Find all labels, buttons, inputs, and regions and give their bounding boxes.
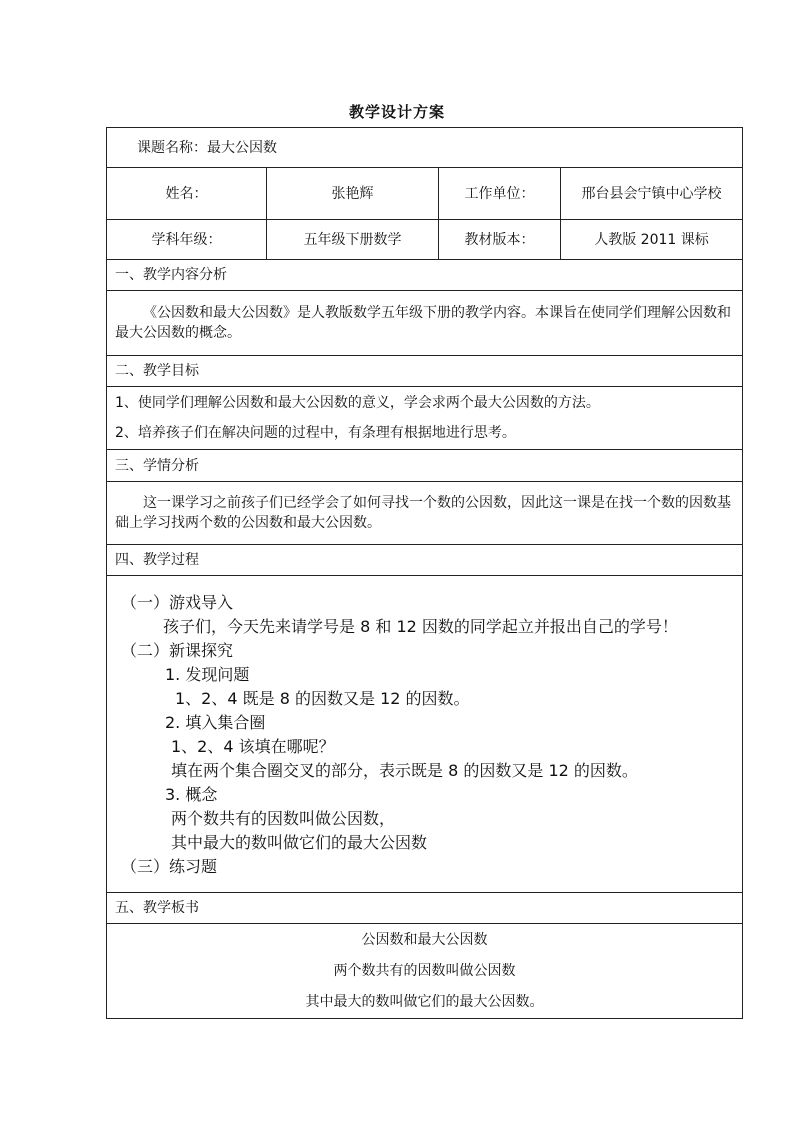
step1-text: 1、2、4 既是 8 的因数又是 12 的因数。 [175, 689, 470, 708]
process-heading: 四、教学过程 [107, 545, 743, 576]
step2-answer: 填在两个集合圈交叉的部分，表示既是 8 的因数又是 12 的因数。 [171, 761, 638, 780]
learners-heading: 三、学情分析 [107, 450, 743, 482]
step3-line1: 两个数共有的因数叫做公因数， [171, 809, 396, 828]
part1-heading: （一）游戏导入 [121, 593, 234, 612]
part2-heading: （二）新课探究 [121, 641, 234, 660]
content-text: 《公因数和最大公因数》是人教版数学五年级下册的教学内容。本课旨在使同学们理解公因数和最大公因数的概念。 [107, 291, 743, 356]
board-line: 两个数共有的因数叫做公因数 [333, 962, 516, 979]
step2-heading: 2. 填入集合圈 [165, 713, 266, 732]
goal-item: 2、培养孩子们在解决问题的过程中，有条理有根据地进行思考。 [115, 425, 516, 441]
process-cell [107, 576, 743, 893]
learners-text: 这一课学习之前孩子们已经学会了如何寻找一个数的公因数，因此这一课是在找一个数的因数基础上学习找两个数的公因数和最大公因数。 [107, 482, 743, 545]
part3-heading: （三）练习题 [121, 857, 218, 876]
course-cell [107, 128, 743, 168]
course-label: 课题名称： [137, 139, 207, 156]
lesson-plan-table [106, 127, 743, 1019]
edition-value: 人教版 2011 课标 [561, 220, 743, 260]
grade-row [107, 220, 743, 260]
step2-question: 1、2、4 该填在哪呢？ [171, 737, 335, 756]
name-value: 张艳辉 [267, 168, 439, 220]
course-name: 最大公因数 [207, 139, 277, 156]
step3-heading: 3. 概念 [165, 785, 218, 804]
goal-item: 1、使同学们理解公因数和最大公因数的意义，学会求两个最大公因数的方法。 [115, 395, 600, 411]
goals-cell [107, 387, 743, 450]
goals-heading: 二、教学目标 [107, 356, 743, 387]
grade-label: 学科年级： [107, 220, 267, 260]
part1-text: 孩子们，今天先来请学号是 8 和 12 因数的同学起立并报出自己的学号！ [163, 617, 678, 636]
board-line: 其中最大的数叫做它们的最大公因数。 [305, 993, 544, 1010]
teacher-row [107, 168, 743, 220]
unit-label: 工作单位： [439, 168, 561, 220]
board-line: 公因数和最大公因数 [361, 931, 488, 948]
grade-value: 五年级下册数学 [267, 220, 439, 260]
edition-label: 教材版本： [439, 220, 561, 260]
content-heading: 一、教学内容分析 [107, 260, 743, 291]
unit-value: 邢台县会宁镇中心学校 [561, 168, 743, 220]
course-row [107, 128, 743, 168]
board-cell [107, 924, 743, 1019]
name-label: 姓名： [107, 168, 267, 220]
board-heading: 五、教学板书 [107, 893, 743, 924]
step3-line2: 其中最大的数叫做它们的最大公因数 [171, 833, 428, 852]
step1-heading: 1. 发现问题 [165, 665, 250, 684]
document-title: 教学设计方案 [348, 103, 445, 121]
